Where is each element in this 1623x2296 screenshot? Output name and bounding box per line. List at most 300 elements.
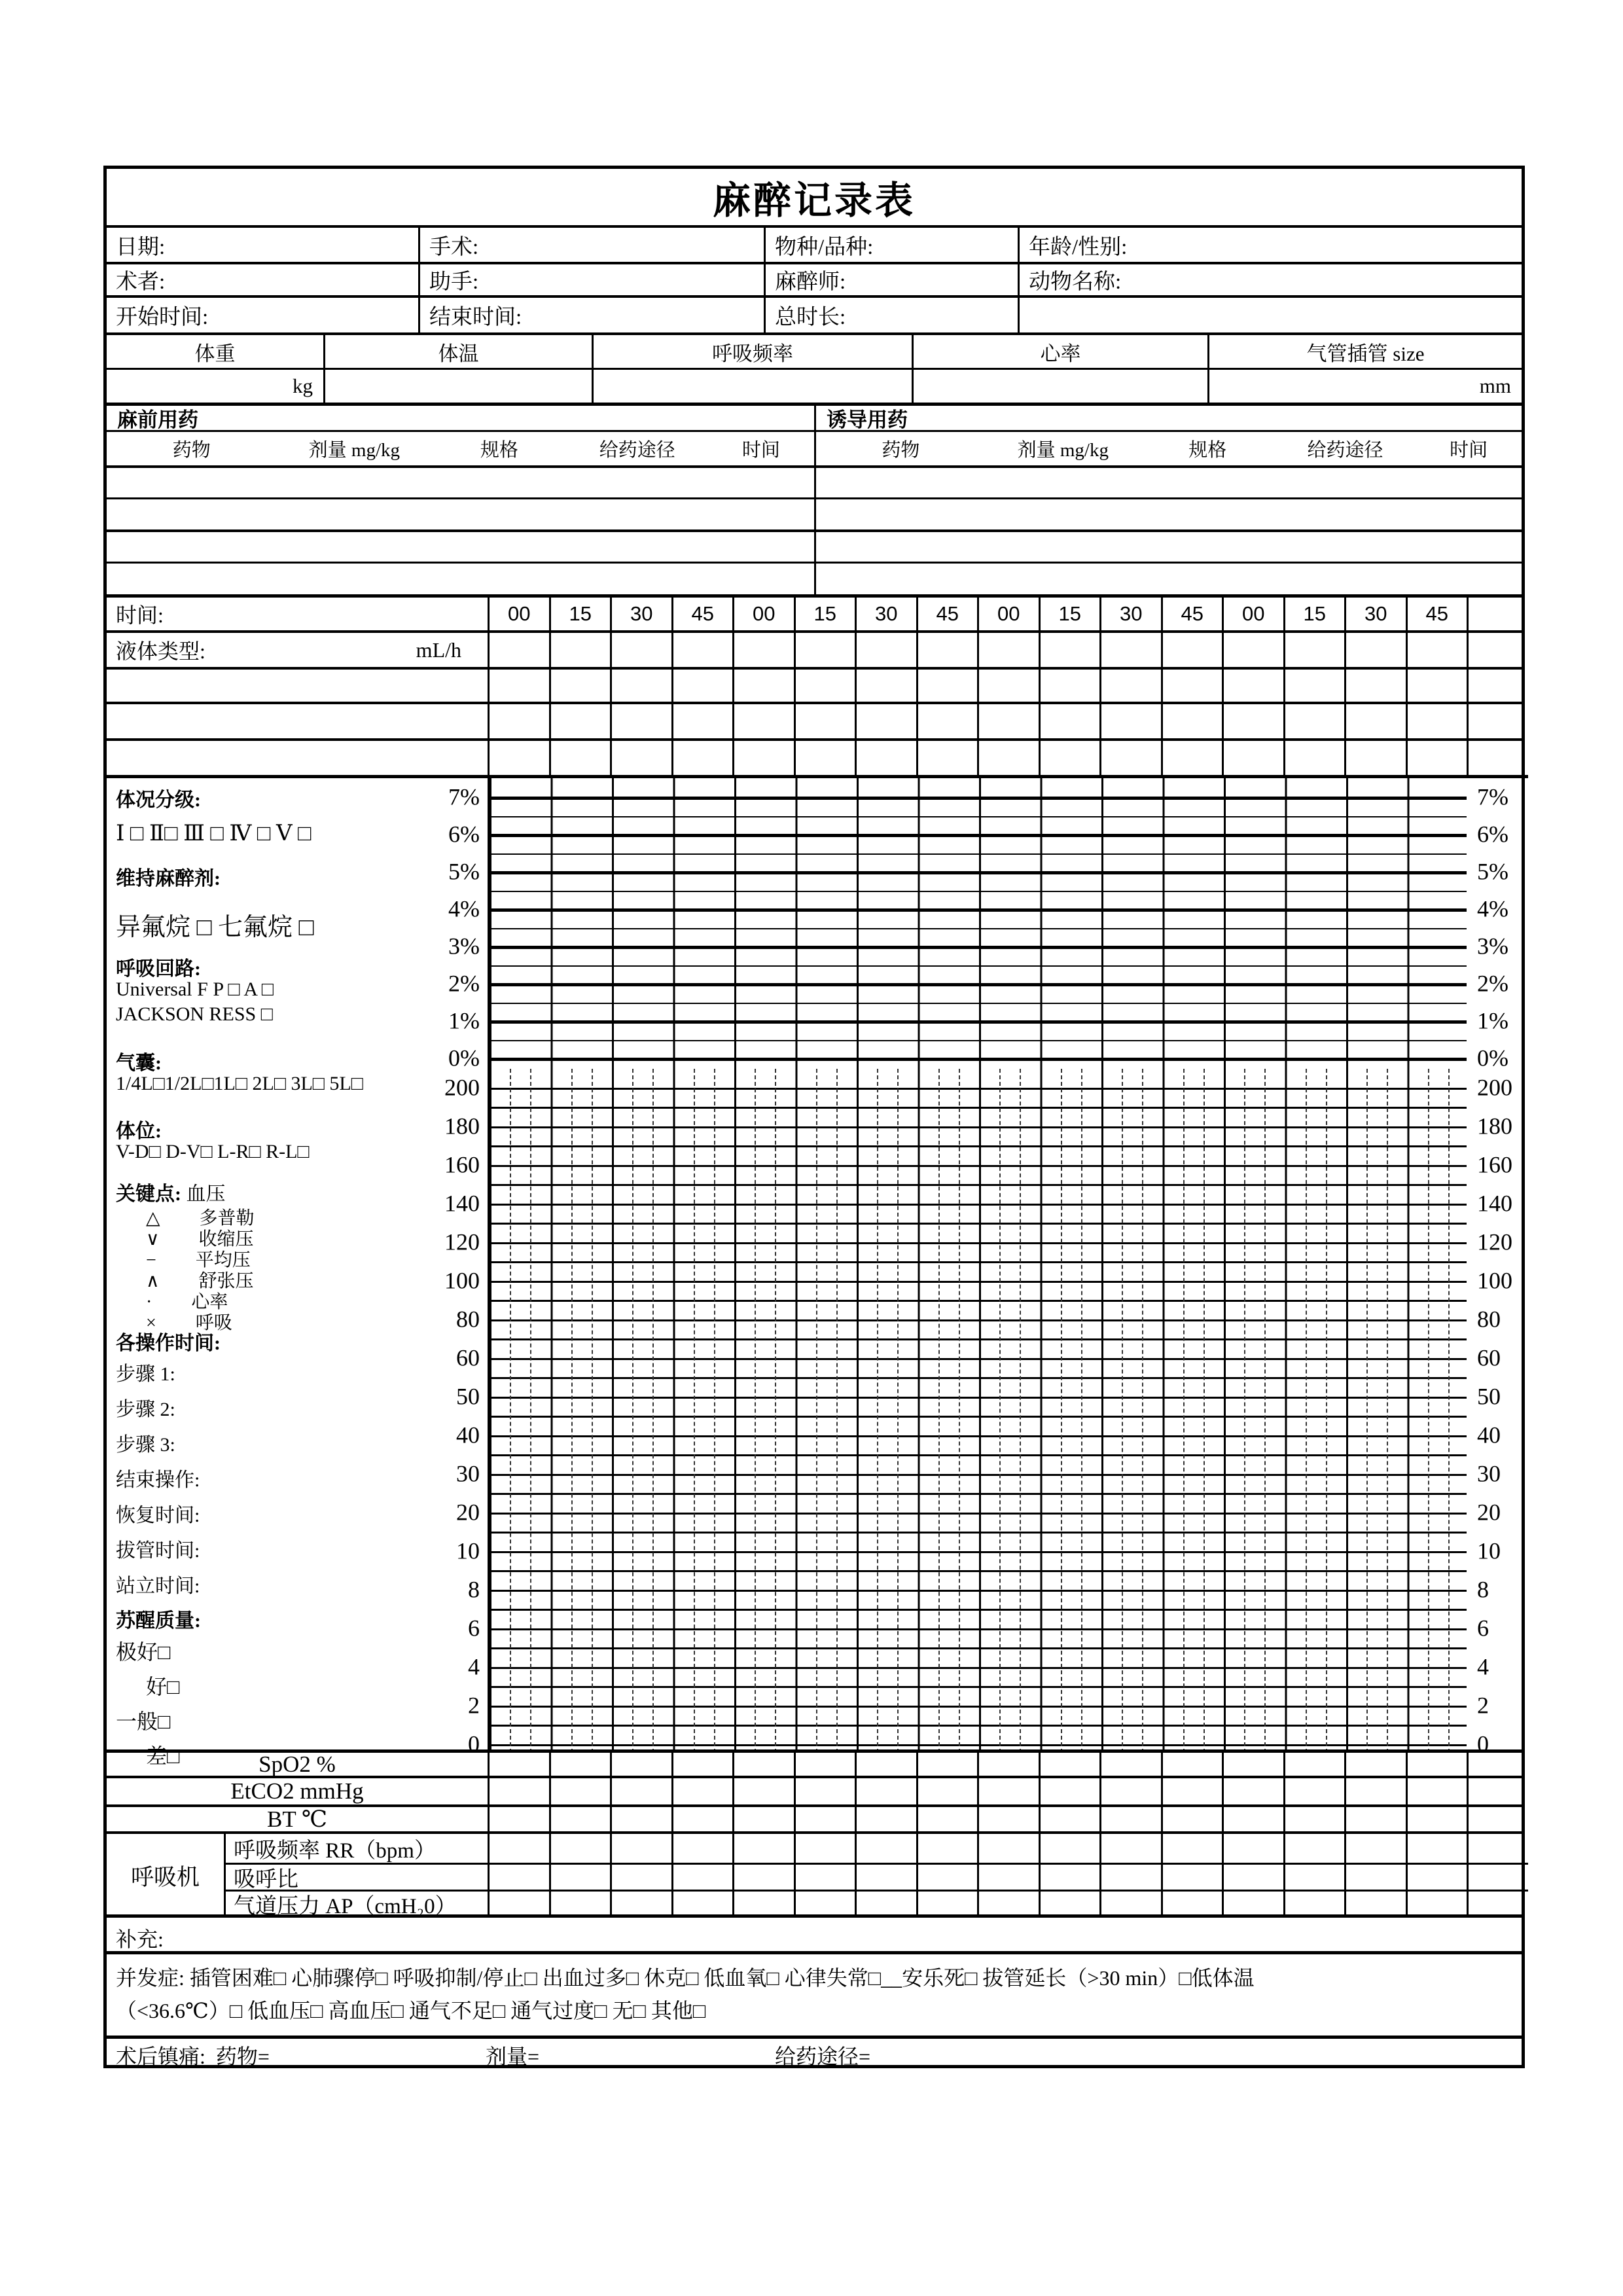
spo2-row [107,1749,1522,1776]
grid-cell [1222,741,1283,775]
five-min-dash-line [836,1069,838,1753]
fluid-unit-label: mL/h [416,637,461,662]
grid-cell [855,670,916,702]
vital-axis-label-left: 6 [468,1615,480,1641]
legend-name: 收缩压 [198,1229,254,1249]
grid-cell [1161,1778,1222,1804]
grid-cell [1039,1753,1100,1776]
vital-axis-label-left: 180 [444,1113,480,1139]
grid-cell [549,741,611,775]
field-surgeon [107,264,418,295]
condition-grade-label: 体况分级: [116,789,201,811]
col-time: 时间 [1450,440,1488,461]
percent-grid-midline [490,816,1467,817]
time-cell-extra [1467,598,1522,630]
field-surgery-label: 手术: [429,235,479,259]
percent-axis-label-left: 2% [448,970,480,997]
grid-cell [671,1892,733,1917]
grid-cell [1406,670,1467,702]
grid-cell [1467,633,1522,667]
vital-grid-midline [490,1725,1467,1727]
vital-axis-label-left: 10 [456,1537,480,1564]
grid-cell [671,1778,733,1804]
time-cell: 45 [916,598,978,630]
circuit-jackson-rees: JACKSON RESS □ [116,1003,273,1025]
complications-row [107,1951,1522,2036]
grid-cell [977,633,1039,667]
vital-grid-line [490,1397,1467,1399]
grid-cell [671,670,733,702]
vital-axis-label-right: 100 [1477,1267,1512,1294]
info-row-2 [107,264,1522,298]
grid-cell [794,1778,855,1804]
grid-cell [855,741,916,775]
vital-grid-midline [490,1107,1467,1109]
vital-axis-label-right: 8 [1477,1576,1489,1603]
grid-cell [1283,741,1345,775]
grid-cell [549,1834,611,1863]
vital-grid-midline [490,1647,1467,1649]
grid-cell [855,704,916,738]
grid-cell [488,1892,549,1917]
field-total-duration-label: 总时长: [775,306,846,329]
five-min-dash-line [1264,1069,1266,1753]
grid-cell [732,1892,794,1917]
grid-cell [1161,704,1222,738]
grid-cell [855,1834,916,1863]
time-cell: 30 [1344,598,1406,630]
field-assistant [418,264,764,295]
ventilator-label: 呼吸机 [130,1864,200,1890]
grid-cell [1344,1865,1406,1890]
vital-grid-midline [490,1686,1467,1688]
percent-grid-line [490,983,1467,986]
grid-cell [1467,741,1522,775]
grid-cell [610,1865,671,1890]
grid-cell [732,1834,794,1863]
vitals-weight: 体重 [194,342,236,365]
percent-grid-midline [490,1003,1467,1004]
vital-grid-line [490,1435,1467,1437]
bt-label: BT ℃ [267,1806,327,1832]
keypoints-title: 关键点: [116,1183,181,1205]
analgesia-label: 术后镇痛: [116,2045,205,2068]
vitals-et-tube: 气管插管 size [1207,335,1522,368]
grid-cell [1406,1807,1467,1831]
time-cell: 30 [610,598,671,630]
grid-cell [1039,1892,1100,1917]
vital-axis-label-left: 2 [468,1692,480,1719]
grid-cell [794,1834,855,1863]
grid-cell [1222,670,1283,702]
fluid-type-label: 液体类型: [116,639,205,663]
grid-cell [1099,1865,1161,1890]
vital-axis-label-right: 60 [1477,1344,1501,1371]
grid-cell [977,1892,1039,1917]
grid-cell [1161,741,1222,775]
grid-cell [977,670,1039,702]
grid-cell [1406,1892,1467,1917]
grid-cell [855,1865,916,1890]
percent-grid-line [490,834,1467,837]
ventilator-ie-row [224,1863,1528,1890]
percent-grid-line [490,908,1467,912]
vital-grid-midline [490,1532,1467,1534]
grid-cell [1161,1892,1222,1917]
grid-cell [977,1865,1039,1890]
vital-axis-label-left: 8 [468,1576,480,1603]
vital-grid-midline [490,1454,1467,1456]
legend-name: 舒张压 [198,1271,254,1291]
supplement-label: 补充: [116,1928,164,1951]
time-row-label: 时间: [116,603,164,627]
maintenance-label: 维持麻醉剂: [116,868,221,889]
percent-axis-label-right: 4% [1477,895,1508,922]
five-min-dash-line [999,1069,1001,1753]
operation-time-item: 恢复时间: [116,1505,200,1526]
grid-cell [732,1753,794,1776]
fluid-cells [488,633,1522,667]
grid-cell [855,1807,916,1831]
legend-symbol: ∨ [146,1229,160,1249]
grid-cell [732,704,794,738]
vital-grid-midline [490,1184,1467,1186]
field-surgery [418,228,764,262]
legend-symbol: · [146,1292,152,1312]
grid-cell [671,741,733,775]
vital-grid-line [490,1551,1467,1553]
percent-axis-label-left: 0% [448,1045,480,1071]
grid-cell [1344,741,1406,775]
grid-cell [1467,1834,1528,1863]
grid-cell [1222,1753,1283,1776]
maintenance-options: 异氟烷 □ 七氟烷 □ [116,914,314,941]
vitals-heart-rate: 心率 [912,335,1207,368]
grid-cell [855,633,916,667]
grid-cell [549,633,611,667]
time-cell: 00 [1222,598,1283,630]
grid-cell [1039,1807,1100,1831]
field-age-sex [1018,228,1522,262]
grid-cell [1467,1865,1528,1890]
grid-cell [794,1865,855,1890]
percent-axis-label-left: 4% [448,895,480,922]
vital-axis-label-left: 200 [444,1074,480,1101]
vital-axis-label-right: 20 [1477,1499,1501,1526]
grid-cell [1222,1834,1283,1863]
percent-grid-line [490,1020,1467,1024]
grid-cell [1283,1865,1345,1890]
percent-axis-label-right: 6% [1477,821,1508,848]
vital-grid-line [490,1667,1467,1669]
five-min-dash-line [816,1069,817,1753]
grid-cell [1344,704,1406,738]
spo2-label: SpO2 % [259,1751,336,1777]
grid-cell [671,704,733,738]
grid-cell [1161,1807,1222,1831]
drug-row [107,497,1522,529]
fluid-label-cell [107,633,488,667]
percent-axis-label-right: 2% [1477,970,1508,997]
circuit-universal-f: Universal F P □ A □ [116,978,274,1000]
axis-labels-right [1472,778,1524,1757]
col-drug: 药物 [172,440,211,461]
operation-time-item: 拔管时间: [116,1540,200,1562]
five-min-dash-line [571,1069,573,1753]
percent-grid-line [490,797,1467,800]
vital-grid-midline [490,1145,1467,1147]
five-min-dash-line [592,1069,593,1753]
five-min-dash-line [1122,1069,1123,1753]
vital-axis-label-right: 140 [1477,1190,1512,1217]
vital-grid-midline [490,1223,1467,1225]
grid-cell [916,1892,978,1917]
grid-cell [977,1753,1039,1776]
vital-axis-label-left: 0 [468,1731,480,1757]
vital-grid-line [490,1474,1467,1476]
grid-cell [1161,633,1222,667]
grid-cell [1099,670,1161,702]
operation-time-item: 步骤 1: [116,1363,175,1385]
body-position-label: 体位: [116,1121,162,1142]
vital-axis-label-right: 200 [1477,1074,1512,1101]
grid-cell [1344,1778,1406,1804]
complications-line1: 并发症: 插管困难□ 心肺骤停□ 呼吸抑制/停止□ 出血过多□ 休克□ 低血氧□ 心律失常□__安乐死□ 拔管延长（>30 min）□低体温 [116,1966,1255,1990]
grid-cell [1344,670,1406,702]
grid-cell [488,670,549,702]
percent-grid-line [490,871,1467,874]
field-age-sex-label: 年龄/性别: [1029,235,1128,259]
vital-grid-line [490,1513,1467,1515]
time-cell: 15 [1039,598,1100,630]
grid-cell [794,1892,855,1917]
five-min-dash-line [1183,1069,1185,1753]
vital-grid-line [490,1628,1467,1630]
grid-cell [1406,1865,1467,1890]
vital-axis-label-left: 20 [456,1499,480,1526]
keypoints-bp: 血压 [186,1183,226,1205]
grid-cell [1161,670,1222,702]
five-min-dash-line [1244,1069,1245,1753]
five-min-dash-line [1387,1069,1388,1753]
recovery-option: 一般□ [116,1710,171,1733]
time-cell: 45 [1161,598,1222,630]
time-cell: 00 [732,598,794,630]
grid-cell [488,741,549,775]
grid-cell [977,1834,1039,1863]
grid-cell [671,1807,733,1831]
five-min-dash-line [897,1069,899,1753]
grid-cell [916,1865,978,1890]
grid-cell [671,1753,733,1776]
time-cell: 30 [855,598,916,630]
bag-label: 气囊: [116,1052,162,1074]
fluid-blank-row [107,738,1522,775]
grid-cell [1406,1753,1467,1776]
premed-columns [107,432,814,465]
drug-row [107,529,1522,562]
five-min-dash-line [755,1069,756,1753]
bt-row [107,1804,1522,1831]
grid-cell [977,741,1039,775]
grid-cell [1467,670,1522,702]
field-start-time-label: 开始时间: [116,306,209,329]
vital-axis-label-right: 50 [1477,1383,1501,1410]
vital-signs-grid [488,1069,1467,1753]
fluid-blank-row [107,667,1522,702]
five-min-dash-line [938,1069,940,1753]
five-min-dash-line [877,1069,878,1753]
grid-cell [977,1778,1039,1804]
grid-cell [1039,1865,1100,1890]
vital-axis-label-left: 60 [456,1344,480,1371]
grid-cell [1406,741,1467,775]
vital-axis-label-right: 160 [1477,1151,1512,1178]
five-min-dash-line [530,1069,531,1753]
grid-cell [855,1753,916,1776]
grid-cell [1099,704,1161,738]
vital-axis-label-right: 0 [1477,1731,1489,1757]
percent-axis-label-right: 3% [1477,933,1508,960]
grid-cell [610,1807,671,1831]
grid-cell [610,1753,671,1776]
percent-grid-midline [490,1040,1467,1041]
analgesia-drug: 药物= [215,2045,270,2068]
grid-cell [1039,1834,1100,1863]
grid-cell [549,704,611,738]
grid-cell [794,633,855,667]
etco2-label: EtCO2 mmHg [230,1778,364,1804]
vital-axis-label-left: 80 [456,1306,480,1333]
vital-axis-label-right: 2 [1477,1692,1489,1719]
five-min-dash-line [694,1069,695,1753]
vital-grid-line [490,1590,1467,1592]
grid-cell [488,1778,549,1804]
five-min-dash-line [1142,1069,1143,1753]
vital-axis-label-right: 80 [1477,1306,1501,1333]
five-min-dash-line [510,1069,511,1753]
grid-cell [732,741,794,775]
vital-axis-label-left: 30 [456,1460,480,1487]
drug-row [107,562,1522,594]
col-route: 给药途径 [1307,440,1383,461]
recovery-option: 好□ [146,1675,180,1698]
grid-cell [1467,704,1522,738]
grid-cell [1467,1753,1522,1776]
operation-time-item: 步骤 2: [116,1399,175,1420]
grid-cell [1222,704,1283,738]
grid-cell [1099,1753,1161,1776]
field-assistant-label: 助手: [429,270,479,294]
grid-cell [916,1778,978,1804]
premed-title: 麻前用药 [117,408,198,431]
medication-column-headers [107,430,1522,465]
vital-grid-line [490,1319,1467,1321]
grid-cell [1099,633,1161,667]
bag-options: 1/4L□1/2L□1L□ 2L□ 3L□ 5L□ [116,1073,363,1094]
field-animal-name [1018,264,1522,295]
grid-cell [1039,741,1100,775]
percent-grid-line [490,1058,1467,1061]
col-route: 给药途径 [599,440,675,461]
postop-analgesia-row [107,2036,1522,2072]
legend-name: 呼吸 [195,1313,232,1333]
grid-cell [916,741,978,775]
col-drug: 药物 [882,440,920,461]
ventilator-block [107,1831,1522,1918]
five-min-dash-line [1020,1069,1021,1753]
grid-cell [549,670,611,702]
grid-cell [671,1865,733,1890]
vital-grid-midline [490,1493,1467,1495]
vital-axis-label-right: 40 [1477,1422,1501,1448]
legend-symbol: − [146,1250,156,1270]
grid-cell [732,670,794,702]
vital-axis-label-right: 30 [1477,1460,1501,1487]
induction-columns [814,432,1522,465]
percent-axis-label-left: 3% [448,933,480,960]
five-min-dash-line [1081,1069,1082,1753]
induction-title: 诱导用药 [814,406,1522,430]
condition-grade-options: Ⅰ □ Ⅱ□ Ⅲ □ Ⅳ □ Ⅴ □ [116,821,312,846]
vital-axis-label-right: 6 [1477,1615,1489,1641]
vital-axis-label-right: 180 [1477,1113,1512,1139]
field-anesthetist [764,264,1018,295]
grid-cell [794,1753,855,1776]
vital-grid-line [490,1242,1467,1244]
grid-cell [1161,1753,1222,1776]
field-blank [1018,298,1522,332]
vital-axis-label-right: 120 [1477,1229,1512,1255]
percent-axis-label-left: 7% [448,783,480,810]
grid-cell [1283,704,1345,738]
percent-axis-label-right: 0% [1477,1045,1508,1071]
vital-grid-line [490,1204,1467,1206]
vitals-header-row [107,332,1522,368]
grid-cell [1039,1778,1100,1804]
grid-cell [610,704,671,738]
col-dose: 剂量 mg/kg [1017,440,1109,461]
grid-cell [610,1834,671,1863]
field-end-time [418,298,764,332]
unit-mm: mm [1207,370,1522,403]
time-cell: 00 [977,598,1039,630]
vital-axis-label-left: 120 [444,1229,480,1255]
five-min-dash-line [1428,1069,1429,1753]
grid-cell [794,704,855,738]
vital-axis-label-left: 4 [468,1653,480,1680]
unit-hr [912,370,1207,403]
five-min-dash-line [1306,1069,1307,1753]
fluid-type-row [107,630,1522,667]
col-spec: 规格 [480,440,518,461]
time-cell: 15 [1283,598,1345,630]
time-cell: 45 [1406,598,1467,630]
grid-cell [916,704,978,738]
col-spec: 规格 [1188,440,1227,461]
form-title: 麻醉记录表 [107,169,1522,228]
col-time: 时间 [741,440,780,461]
time-cells [488,598,1522,630]
unit-temp [323,370,592,403]
grid-cell [1283,1778,1345,1804]
recovery-option: 极好□ [116,1640,171,1664]
etco2-row [107,1776,1522,1804]
operation-times-label: 各操作时间: [116,1333,221,1354]
time-cell: 45 [671,598,733,630]
vitals-resp-rate: 呼吸频率 [592,335,912,368]
grid-cell [732,1865,794,1890]
